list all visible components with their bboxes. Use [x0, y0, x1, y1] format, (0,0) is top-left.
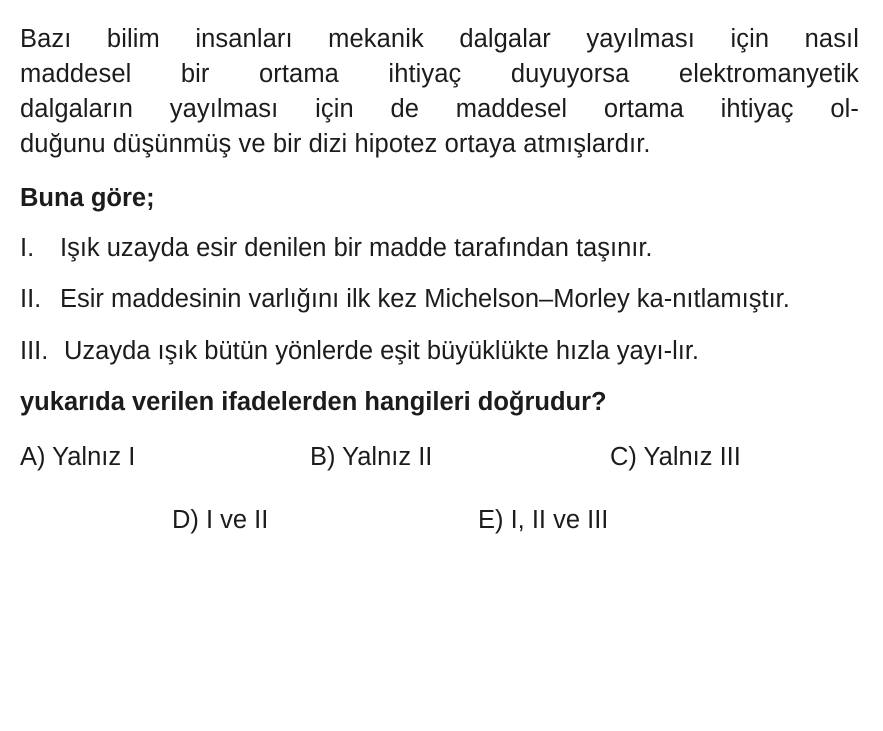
- statement-text: Işık uzayda esir denilen bir madde tarafından taşınır.: [60, 233, 653, 262]
- statement-item: [20, 282, 859, 316]
- choices-row-bottom: [20, 504, 859, 537]
- statement-number: II.: [20, 285, 42, 314]
- choice-e[interactable]: E) I, II ve III: [478, 506, 609, 535]
- intro-line-2: maddesel bir ortama ihtiyaç duyuyorsa elektromanyetik: [20, 59, 859, 88]
- choice-d[interactable]: D) I ve II: [172, 506, 269, 535]
- intro-line-1: Bazı bilim insanları mekanik dalgalar yayılması için nasıl: [20, 25, 859, 53]
- choices-row-top: [20, 441, 859, 474]
- question-prompt: yukarıda verilen ifadelerden hangileri doğrudur?: [20, 388, 607, 417]
- choice-a[interactable]: A) Yalnız I: [20, 443, 136, 472]
- statement-item: [20, 231, 859, 265]
- statement-text: Uzayda ışık bütün yönlerde eşit büyüklükte hızla yayı-lır.: [64, 336, 699, 365]
- statement-number: I.: [20, 233, 35, 262]
- intro-line-3: dalgaların yayılması için de maddesel ortama ihtiyaç ol-: [20, 94, 859, 123]
- statement-number: III.: [20, 336, 49, 365]
- intro-paragraph: [20, 22, 859, 162]
- lead-in-text: Buna göre;: [20, 183, 155, 212]
- intro-line-4: duğunu düşünmüş ve bir dizi hipotez ortaya atmışlardır.: [20, 129, 651, 158]
- choice-b[interactable]: B) Yalnız II: [310, 443, 433, 472]
- choice-c[interactable]: C) Yalnız III: [610, 443, 741, 472]
- statement-text: Esir maddesinin varlığını ilk kez Michelson–Morley ka-nıtlamıştır.: [60, 285, 790, 314]
- statement-item: [20, 334, 859, 368]
- statement-list: [20, 231, 859, 368]
